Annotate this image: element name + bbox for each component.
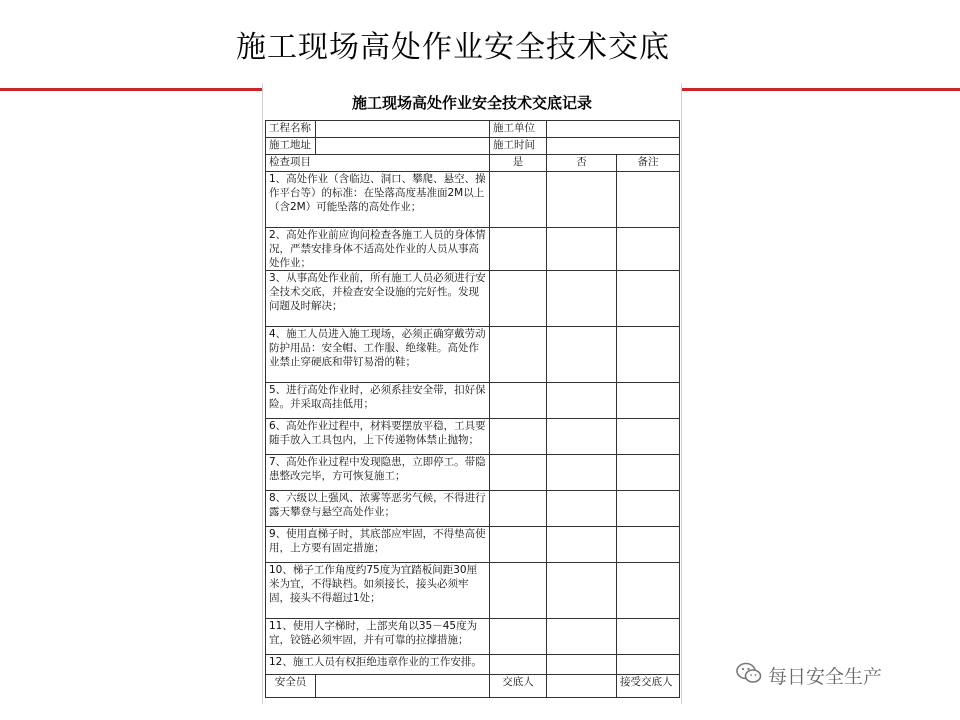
yes-checkbox-cell[interactable]	[490, 619, 547, 655]
checklist-item-text: 12、施工人员有权拒绝违章作业的工作安排。	[266, 655, 490, 675]
checklist-row	[266, 491, 680, 527]
safety-officer-label: 安全员	[266, 675, 316, 698]
form-row-column-headers	[266, 155, 680, 172]
watermark	[736, 662, 882, 689]
no-checkbox-cell[interactable]	[547, 419, 617, 455]
checklist-item-text: 3、从事高处作业前，所有施工人员必须进行安全技术交底，并检查安全设施的完好性。发现问题及时解决；	[266, 271, 490, 327]
yes-checkbox-cell[interactable]	[490, 327, 547, 383]
no-checkbox-cell[interactable]	[547, 228, 617, 271]
yes-checkbox-cell[interactable]	[490, 455, 547, 491]
form-document	[262, 84, 682, 704]
watermark-text: 每日安全生产	[768, 666, 883, 688]
yes-checkbox-cell[interactable]	[490, 228, 547, 271]
checklist-row	[266, 455, 680, 491]
checklist-item-text: 8、六级以上强风、浓雾等恶劣气候，不得进行露天攀登与悬空高处作业；	[266, 491, 490, 527]
yes-checkbox-cell[interactable]	[490, 271, 547, 327]
yes-checkbox-cell[interactable]	[490, 527, 547, 563]
form-row-project	[266, 121, 680, 138]
checklist-item-text: 2、高处作业前应询问检查各施工人员的身体情况，严禁安排身体不适高处作业的人员从事高处作业；	[266, 228, 490, 271]
checklist-row	[266, 327, 680, 383]
checklist-row	[266, 383, 680, 419]
remarks-cell[interactable]	[617, 619, 680, 655]
remarks-header: 备注	[617, 155, 680, 172]
no-checkbox-cell[interactable]	[547, 619, 617, 655]
remarks-cell[interactable]	[617, 455, 680, 491]
yes-checkbox-cell[interactable]	[490, 172, 547, 228]
project-name-field[interactable]	[316, 121, 490, 138]
remarks-cell[interactable]	[617, 527, 680, 563]
checklist-row	[266, 527, 680, 563]
checklist-row	[266, 563, 680, 619]
yes-header: 是	[490, 155, 547, 172]
checklist-item-text: 7、高处作业过程中发现隐患，立即停工。带隐患整改完毕，方可恢复施工；	[266, 455, 490, 491]
remarks-cell[interactable]	[617, 491, 680, 527]
remarks-cell[interactable]	[617, 383, 680, 419]
remarks-cell[interactable]	[617, 419, 680, 455]
briefer-label: 交底人	[490, 675, 547, 698]
checklist-item-text: 9、使用直梯子时，其底部应牢固，不得垫高使用，上方要有固定措施；	[266, 527, 490, 563]
no-checkbox-cell[interactable]	[547, 172, 617, 228]
form-row-signatures	[266, 675, 680, 698]
checklist-row	[266, 655, 680, 675]
yes-checkbox-cell[interactable]	[490, 655, 547, 675]
construction-site-field[interactable]	[316, 138, 490, 155]
construction-unit-label: 施工单位	[490, 121, 547, 138]
no-checkbox-cell[interactable]	[547, 327, 617, 383]
briefer-signature-field[interactable]	[547, 675, 617, 698]
construction-time-label: 施工时间	[490, 138, 547, 155]
no-checkbox-cell[interactable]	[547, 527, 617, 563]
no-header: 否	[547, 155, 617, 172]
form-title: 施工现场高处作业安全技术交底记录	[351, 93, 592, 112]
remarks-cell[interactable]	[617, 172, 680, 228]
remarks-cell[interactable]	[617, 271, 680, 327]
checklist-row	[266, 228, 680, 271]
construction-time-field[interactable]	[547, 138, 680, 155]
remarks-cell[interactable]	[617, 327, 680, 383]
no-checkbox-cell[interactable]	[547, 655, 617, 675]
checklist-item-text: 11、使用人字梯时，上部夹角以35－45度为宜，铰链必须牢固，并有可靠的拉撑措施；	[266, 619, 490, 655]
yes-checkbox-cell[interactable]	[490, 563, 547, 619]
project-name-label: 工程名称	[266, 121, 316, 138]
no-checkbox-cell[interactable]	[547, 271, 617, 327]
remarks-cell[interactable]	[617, 228, 680, 271]
yes-checkbox-cell[interactable]	[490, 419, 547, 455]
checklist-item-text: 10、梯子工作角度约75度为宜踏板间距30厘米为宜，不得缺档。如须接长，接头必须牢固，接头不得超过1处；	[266, 563, 490, 619]
no-checkbox-cell[interactable]	[547, 455, 617, 491]
form-row-site	[266, 138, 680, 155]
remarks-cell[interactable]	[617, 563, 680, 619]
checklist-item-text: 5、进行高处作业时，必须系挂安全带，扣好保险。并采取高挂低用；	[266, 383, 490, 419]
briefing-form-table	[265, 120, 680, 698]
recipient-label: 接受交底人	[620, 676, 673, 688]
checklist-item-text: 6、高处作业过程中，材料要摆放平稳，工具要随手放入工具包内，上下传递物体禁止抛物；	[266, 419, 490, 455]
slide-title: 施工现场高处作业安全技术交底	[236, 30, 670, 65]
no-checkbox-cell[interactable]	[547, 563, 617, 619]
yes-checkbox-cell[interactable]	[490, 491, 547, 527]
check-items-header: 检查项目	[266, 155, 490, 172]
checklist-row	[266, 172, 680, 228]
remarks-cell[interactable]	[617, 655, 680, 675]
checklist-row	[266, 619, 680, 655]
safety-officer-signature-field[interactable]	[316, 675, 490, 698]
checklist-item-text: 4、施工人员进入施工现场，必须正确穿戴劳动防护用品：安全帽、工作服、绝缘鞋。高处作业禁止穿硬底和带钉易滑的鞋；	[266, 327, 490, 383]
construction-unit-field[interactable]	[547, 121, 680, 138]
wechat-icon	[736, 662, 762, 689]
no-checkbox-cell[interactable]	[547, 383, 617, 419]
no-checkbox-cell[interactable]	[547, 491, 617, 527]
checklist-row	[266, 271, 680, 327]
yes-checkbox-cell[interactable]	[490, 383, 547, 419]
checklist-row	[266, 419, 680, 455]
construction-site-label: 施工地址	[266, 138, 316, 155]
recipient-cell	[617, 675, 680, 698]
checklist-item-text: 1、高处作业（含临边、洞口、攀爬、悬空、操作平台等）的标准：在坠落高度基准面2M以上（含2M）可能坠落的高处作业；	[266, 172, 490, 228]
